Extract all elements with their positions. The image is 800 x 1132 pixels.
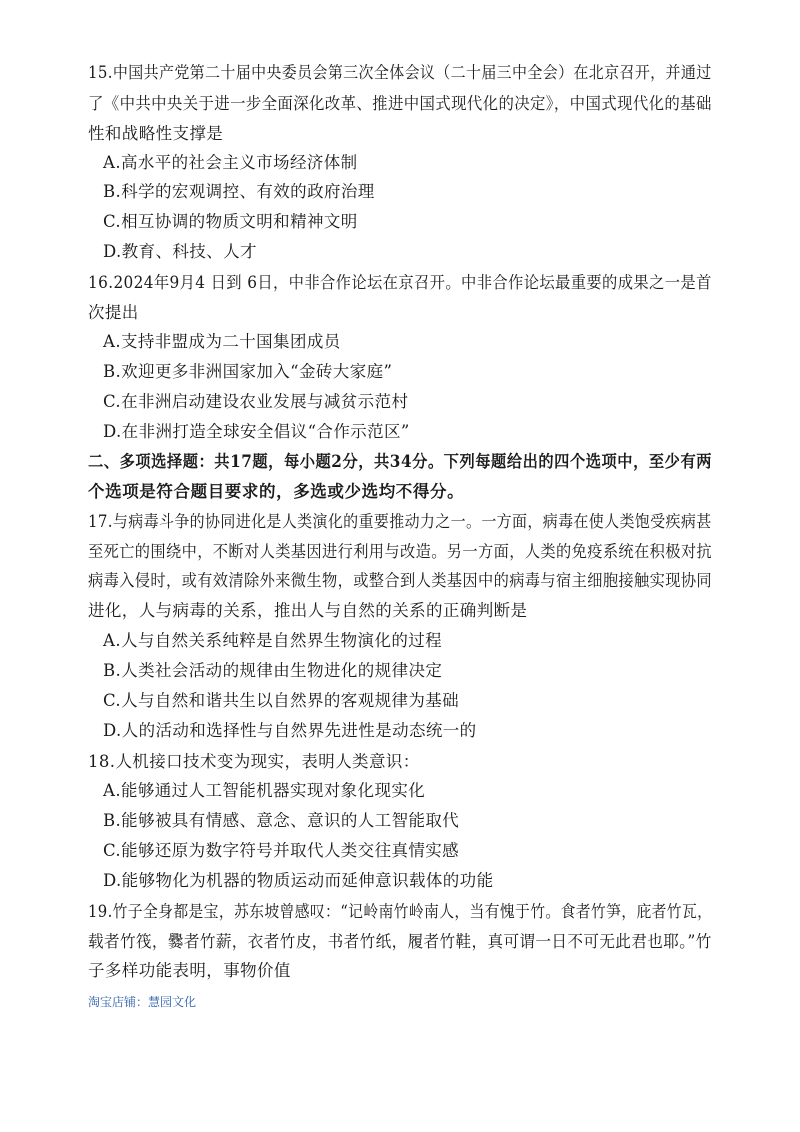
q15-option-c: C.相互协调的物质文明和精神文明 — [103, 212, 358, 231]
q15-option-b: B.科学的宏观调控、有效的政府治理 — [103, 182, 375, 201]
footer-shop-label: 淘宝店铺：慧园文化 — [88, 995, 197, 1009]
q17-stem-line3: 病毒入侵时，或有效清除外来微生物，或整合到人类基因中的病毒与宿主细胞接触实现协同 — [88, 571, 713, 590]
q19-stem-line3: 子多样功能表明，事物价值 — [88, 961, 291, 980]
q17-option-a: A.人与自然关系纯粹是自然界生物演化的过程 — [103, 631, 443, 650]
q16-option-a: A.支持非盟成为二十国集团成员 — [103, 332, 341, 351]
q15-option-a: A.高水平的社会主义市场经济体制 — [103, 153, 358, 172]
q18-stem-line1: 18.人机接口技术变为现实，表明人类意识： — [88, 752, 420, 771]
q15-stem-line1: 15.中国共产党第二十届中央委员会第三次全体会议（二十届三中全会）在北京召开，并通过 — [88, 63, 712, 82]
q19-stem-line2: 载者竹筏，爨者竹薪，衣者竹皮，书者竹纸，履者竹鞋，真可谓一日不可无此君也耶。”竹 — [88, 932, 712, 951]
q19-stem-line1: 19.竹子全身都是宝，苏东坡曾感叹：“记岭南竹岭南人，当有愧于竹。食者竹笋，庇者竹瓦， — [88, 902, 713, 921]
q18-option-d: D.能够物化为机器的物质运动而延伸意识载体的功能 — [103, 871, 494, 890]
q15-stem-line3: 性和战略性支撑是 — [88, 124, 224, 143]
q17-option-d: D.人的活动和选择性与自然界先进性是动态统一的 — [103, 721, 477, 740]
q17-option-b: B.人类社会活动的规律由生物进化的规律决定 — [103, 661, 443, 680]
q18-option-a: A.能够通过人工智能机器实现对象化现实化 — [103, 781, 426, 800]
q17-stem-line2: 至死亡的围绕中，不断对人类基因进行利用与改造。另一方面，人类的免疫系统在积极对抗 — [88, 542, 713, 561]
q17-option-c: C.人与自然和谐共生以自然界的客观规律为基础 — [103, 691, 460, 710]
section2-heading-line1: 二、多项选择题：共17题，每小题2分，共34分。下列每题给出的四个选项中，至少有两 — [88, 452, 713, 471]
q16-stem-line2: 次提出 — [88, 303, 139, 322]
q16-option-c: C.在非洲启动建设农业发展与减贫示范村 — [103, 392, 409, 411]
q17-stem-line1: 17.与病毒斗争的协同进化是人类演化的重要推动力之一。一方面，病毒在使人类饱受疾病甚 — [88, 512, 712, 531]
section2-heading-line2: 个选项是符合题目要求的，多选或少选均不得分。 — [88, 482, 465, 501]
q17-stem-line4: 进化，人与病毒的关系，推出人与自然的关系的正确判断是 — [88, 601, 528, 620]
q18-option-c: C.能够还原为数字符号并取代人类交往真情实感 — [103, 841, 460, 860]
q15-option-d: D.教育、科技、人才 — [103, 242, 257, 261]
q16-option-d: D.在非洲打造全球安全倡议“合作示范区” — [103, 422, 410, 441]
q16-stem-line1: 16.2024年9月4 日到 6日，中非合作论坛在京召开。中非合作论坛最重要的成果之一是首 — [88, 273, 712, 292]
q18-option-b: B.能够被具有情感、意念、意识的人工智能取代 — [103, 811, 460, 830]
q15-stem-line2: 了《中共中央关于进一步全面深化改革、推进中国式现代化的决定》，中国式现代化的基础 — [88, 94, 712, 113]
q16-option-b: B.欢迎更多非洲国家加入“金砖大家庭” — [103, 362, 393, 381]
